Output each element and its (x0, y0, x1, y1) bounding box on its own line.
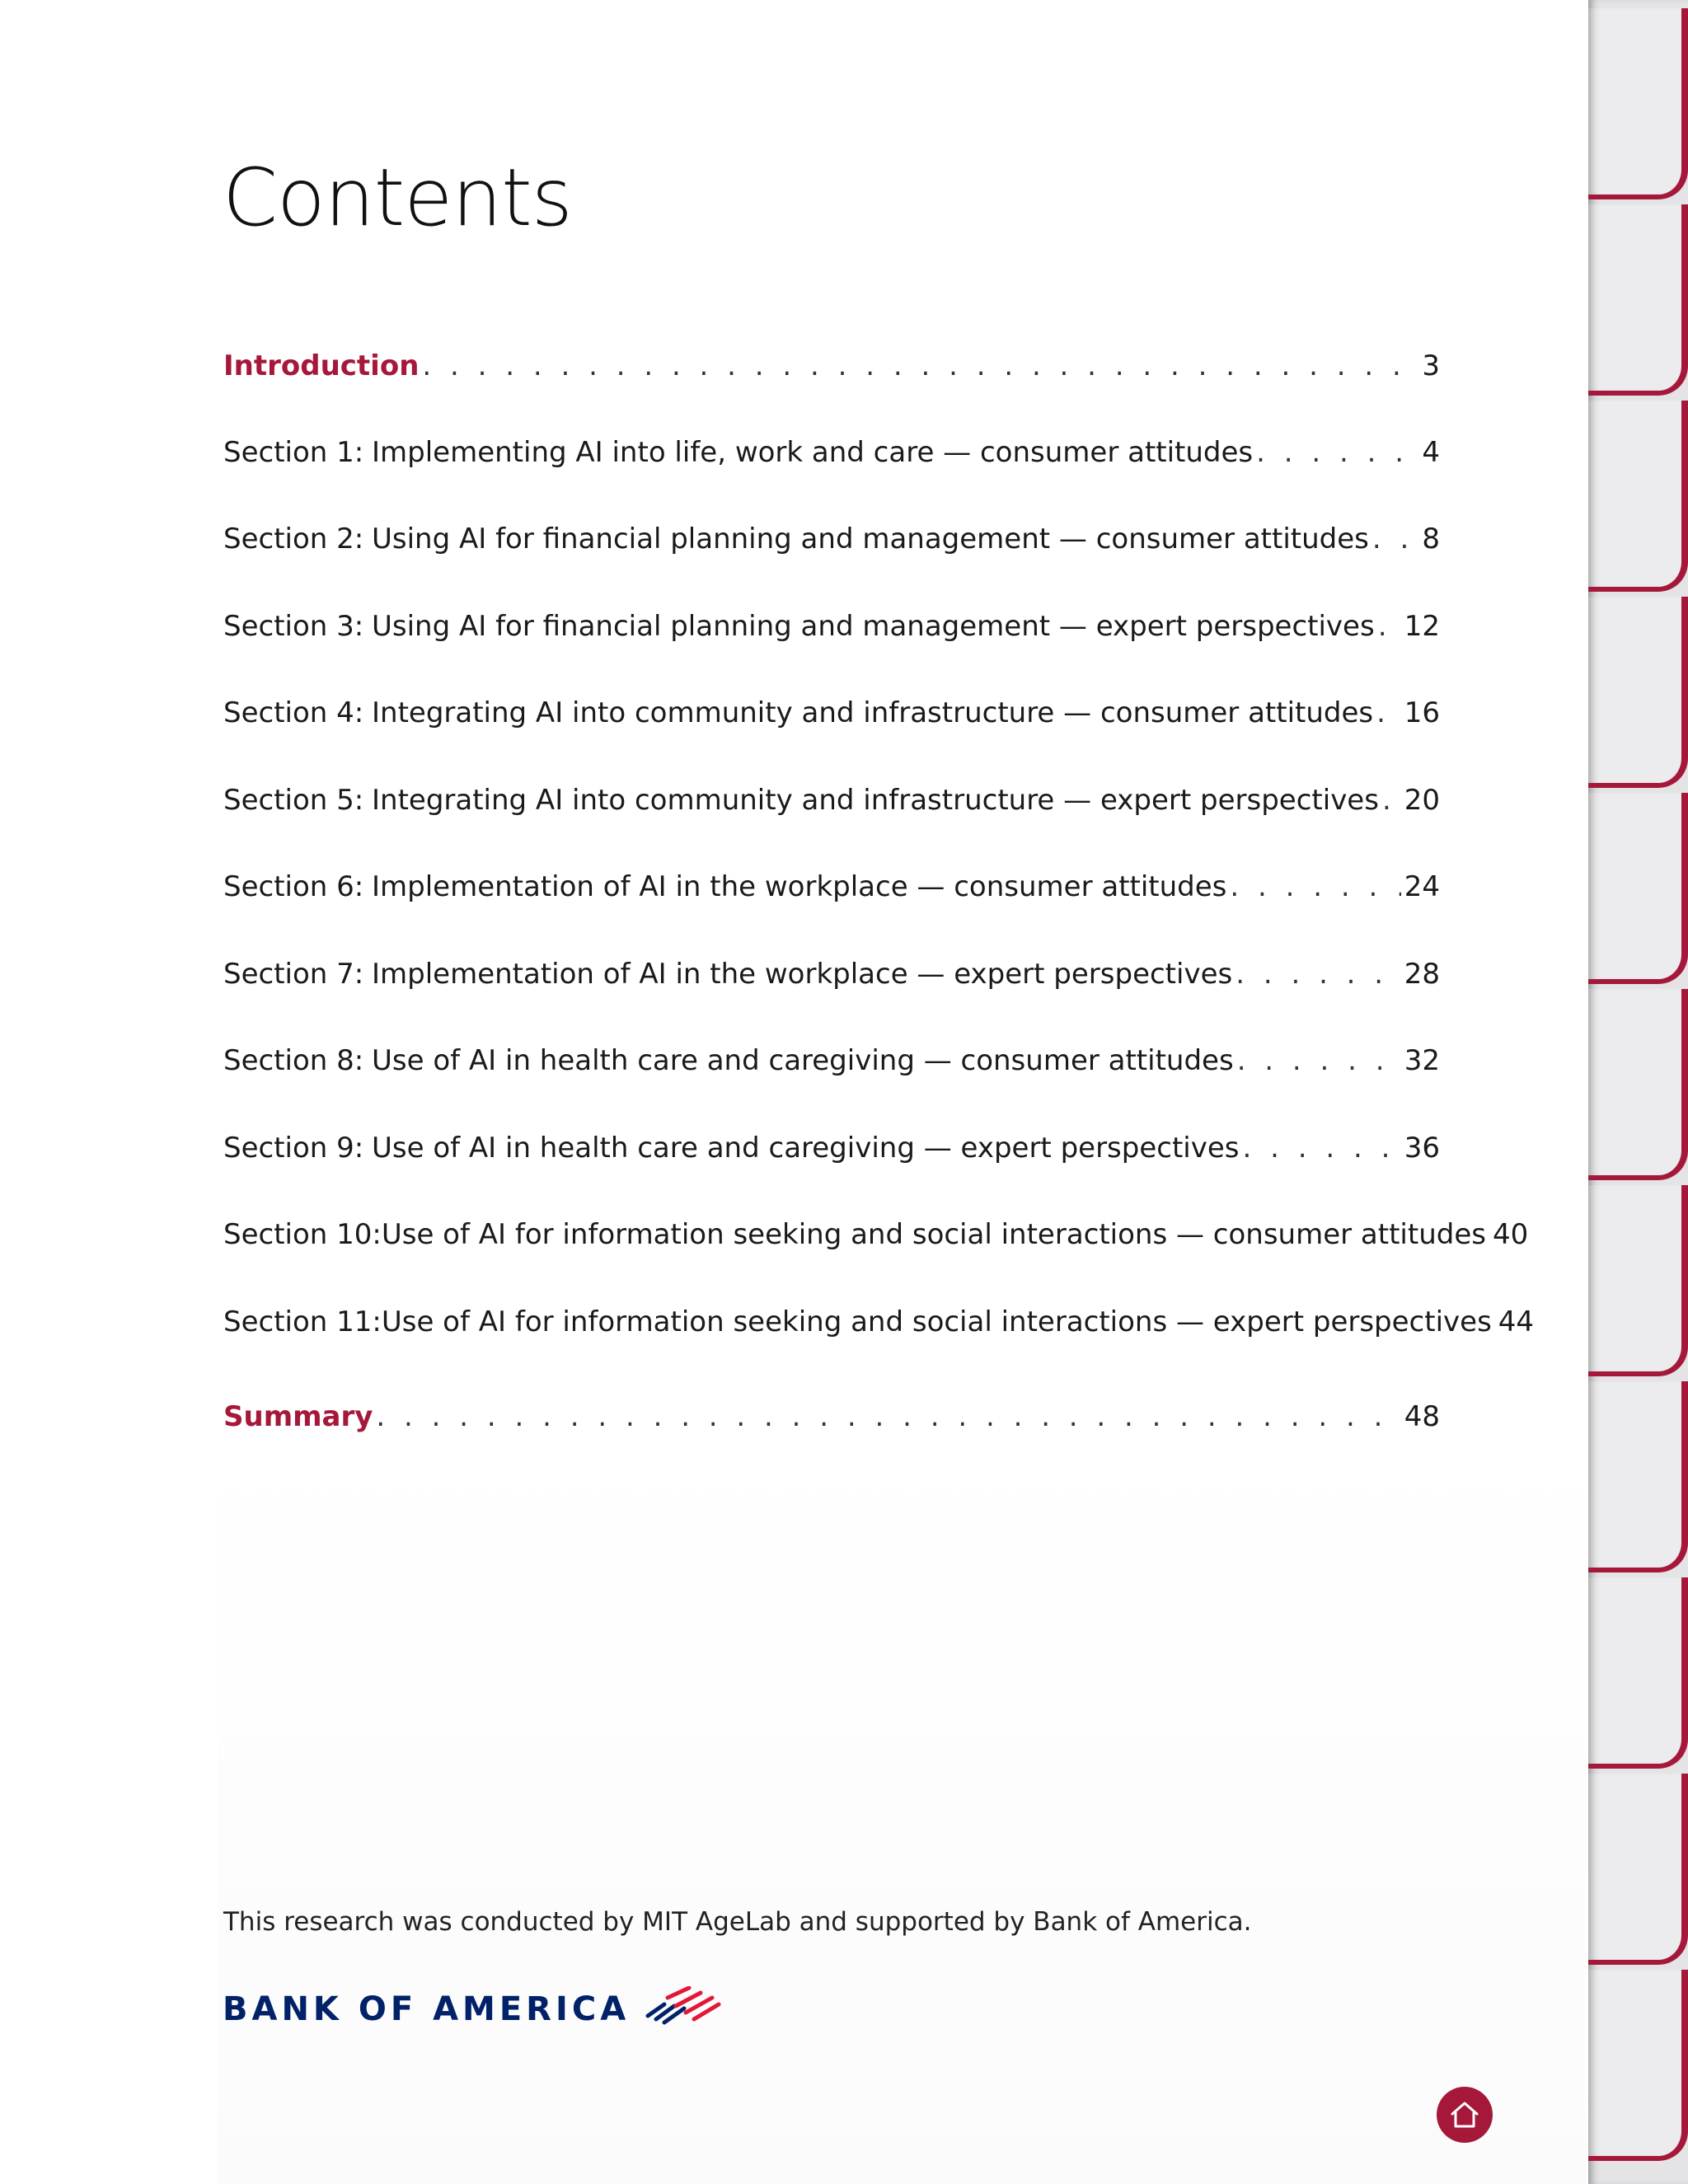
toc-page-number: 8 (1422, 523, 1440, 555)
page-title: Contents (223, 152, 572, 244)
credit-text: This research was conducted by MIT AgeLab and supported by Bank of America. (223, 1907, 1252, 1937)
dot-leader (422, 349, 1418, 383)
toc-page-number: 28 (1404, 958, 1440, 991)
section-tab[interactable] (1588, 1185, 1688, 1376)
section-tab[interactable] (1588, 989, 1688, 1180)
toc-title: Using AI for financial planning and management — consumer attitudes (372, 523, 1369, 555)
section-tab[interactable] (1588, 1577, 1688, 1769)
toc-section-number: Section 3: (223, 610, 364, 643)
toc-page-number: 20 (1404, 784, 1440, 817)
section-tab[interactable] (1588, 597, 1688, 788)
dot-leader (1230, 870, 1400, 904)
dot-leader (1237, 1044, 1401, 1078)
home-button[interactable] (1437, 2087, 1493, 2143)
bottom-shade (218, 1434, 1586, 2184)
toc-entry-section-5[interactable] (223, 784, 1440, 818)
toc-section-number: Section 8: (223, 1044, 364, 1077)
section-tab[interactable] (1588, 1381, 1688, 1572)
toc-section-number: Section 4: (223, 696, 364, 729)
toc-title: Integrating AI into community and infrastructure — consumer attitudes (372, 696, 1374, 729)
section-tab[interactable] (1588, 793, 1688, 984)
toc-title: Summary (223, 1400, 373, 1433)
section-tab[interactable] (1588, 204, 1688, 396)
section-tab[interactable] (1588, 401, 1688, 592)
dot-leader (1256, 436, 1418, 470)
toc-title: Introduction (223, 349, 420, 382)
toc-page-number: 16 (1404, 696, 1440, 729)
bank-of-america-logo (223, 1986, 722, 2032)
toc-section-number: Section 9: (223, 1132, 364, 1165)
toc-page-number: 40 (1492, 1218, 1529, 1251)
toc-title: Implementation of AI in the workplace — expert perspectives (372, 958, 1233, 991)
toc-page-number: 32 (1404, 1044, 1440, 1077)
toc-title: Using AI for financial planning and management — expert perspectives (372, 610, 1375, 643)
toc-entry-section-6[interactable] (223, 870, 1440, 904)
toc-entry-section-8[interactable] (223, 1044, 1440, 1078)
toc-section-number: Section 5: (223, 784, 364, 817)
toc-entry-introduction[interactable] (223, 349, 1440, 383)
toc-entry-section-7[interactable] (223, 958, 1440, 991)
toc-title: Integrating AI into community and infrastructure — expert perspectives (372, 784, 1379, 817)
toc-title: Implementing AI into life, work and care — consumer attitudes (372, 436, 1254, 469)
home-icon (1448, 2099, 1481, 2130)
bank-of-america-flag-icon (640, 1986, 722, 2032)
dot-leader (1236, 958, 1401, 991)
toc-page-number: 36 (1404, 1132, 1440, 1165)
toc-page-number: 4 (1422, 436, 1440, 469)
logo-wordmark: BANK OF AMERICA (223, 1990, 631, 2028)
section-tab[interactable] (1588, 8, 1688, 199)
toc-page-number: 24 (1404, 870, 1440, 903)
toc-page-number: 12 (1404, 610, 1440, 643)
toc-entry-section-3[interactable] (223, 610, 1440, 644)
toc-entry-section-2[interactable] (223, 523, 1440, 556)
toc-page-number: 48 (1404, 1400, 1440, 1433)
toc-entry-summary[interactable] (223, 1400, 1440, 1434)
dot-leader (376, 1400, 1400, 1434)
toc-entry-section-10[interactable] (223, 1218, 1529, 1252)
dot-leader (1378, 610, 1401, 644)
toc-section-number: Section 10: (223, 1218, 382, 1251)
toc-section-number: Section 7: (223, 958, 364, 991)
toc-section-number: Section 2: (223, 523, 364, 555)
toc-entry-section-4[interactable] (223, 696, 1440, 730)
toc-title: Use of AI for information seeking and social interactions — consumer attitudes (381, 1218, 1486, 1251)
toc-entry-section-9[interactable] (223, 1132, 1440, 1165)
toc-section-number: Section 1: (223, 436, 364, 469)
toc-entry-section-1[interactable] (223, 436, 1440, 470)
dot-leader (1382, 784, 1401, 818)
toc-section-number: Section 11: (223, 1305, 382, 1338)
toc-title: Use of AI in health care and caregiving — consumer attitudes (372, 1044, 1234, 1077)
toc-entry-section-11[interactable] (223, 1305, 1535, 1339)
dot-leader (1376, 696, 1401, 730)
toc-title: Implementation of AI in the workplace — consumer attitudes (372, 870, 1227, 903)
section-tabs (1588, 0, 1688, 2184)
dot-leader (1243, 1132, 1401, 1165)
toc-section-number: Section 6: (223, 870, 364, 903)
dot-leader (1372, 523, 1418, 556)
section-tab[interactable] (1588, 1970, 1688, 2161)
toc-title: Use of AI in health care and caregiving — expert perspectives (372, 1132, 1240, 1165)
section-tab[interactable] (1588, 1774, 1688, 1965)
toc-title: Use of AI for information seeking and social interactions — expert perspectives (381, 1305, 1492, 1338)
toc-page-number: 3 (1422, 349, 1440, 382)
toc-page-number: 44 (1498, 1305, 1535, 1338)
